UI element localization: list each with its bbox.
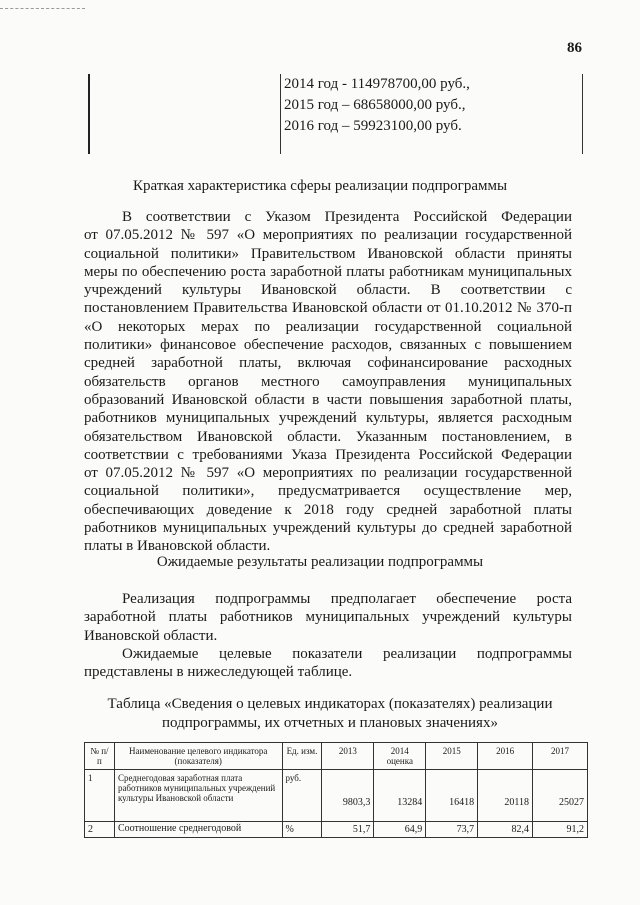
paragraph-line: обеспечивающих доведение к 2018 году средней заработной платы bbox=[84, 501, 572, 518]
row-name: Среднегодовая заработная плата работников муниципальных учреждений культуры Ивановской области bbox=[114, 770, 282, 822]
header-2013: 2013 bbox=[322, 743, 374, 770]
paragraph-line: обязательством Ивановской области. Указанным постановлением, в bbox=[84, 428, 572, 445]
paragraph-line: В соответствии с Указом Президента Российской Федерации bbox=[122, 209, 572, 225]
table-header-row bbox=[85, 743, 588, 770]
row-value-2015: 16418 bbox=[426, 770, 478, 822]
header-2014: 2014 оценка bbox=[374, 743, 426, 770]
paragraph-line: меры по обеспечению роста заработной платы работникам муниципальных bbox=[84, 263, 572, 280]
header-unit: Ед. изм. bbox=[282, 743, 322, 770]
scan-artifact-line bbox=[0, 8, 85, 10]
paragraph-line: социальной политики», предусматривается осуществление мер, bbox=[84, 483, 572, 500]
funding-table-fragment bbox=[88, 74, 583, 154]
paragraph-line: платы в Ивановской области. bbox=[84, 538, 271, 555]
page-number: 86 bbox=[567, 40, 582, 56]
row-unit: % bbox=[282, 822, 322, 838]
row-unit: руб. bbox=[282, 770, 322, 822]
funding-line: 2015 год – 68658000,00 руб., bbox=[284, 97, 466, 113]
funding-line: 2016 год – 59923100,00 руб. bbox=[284, 118, 462, 134]
paragraph-line: Реализация подпрограммы предполагает обеспечение роста bbox=[122, 591, 572, 607]
header-name: Наименование целевого индикатора (показателя) bbox=[114, 743, 282, 770]
row-value-2013: 9803,3 bbox=[322, 770, 374, 822]
table-row bbox=[85, 770, 588, 822]
row-value-2015: 73,7 bbox=[426, 822, 478, 838]
table-divider bbox=[280, 74, 281, 154]
paragraph-line: политики» финансовое обеспечение расходов, связанных с повышением bbox=[84, 337, 572, 354]
funding-amounts bbox=[284, 74, 470, 137]
paragraph-line: «О некоторых мерах по реализации государственной социальной bbox=[84, 318, 572, 335]
row-name: Соотношение среднегодовой bbox=[114, 822, 282, 838]
row-value-2017: 25027 bbox=[533, 770, 588, 822]
funding-line: 2014 год - 114978700,00 руб., bbox=[284, 76, 470, 92]
row-value-2017: 91,2 bbox=[533, 822, 588, 838]
paragraph-line: от 07.05.2012 № 597 «О мероприятиях по реализации государственной bbox=[84, 465, 572, 482]
paragraph-line: учреждений культуры Ивановской области. В соответствии с bbox=[84, 282, 572, 299]
row-value-2014: 13284 bbox=[374, 770, 426, 822]
section-title-results: Ожидаемые результаты реализации подпрограммы bbox=[156, 554, 484, 570]
row-num: 2 bbox=[85, 822, 115, 838]
paragraph-line: Ивановской области. bbox=[84, 627, 218, 644]
paragraph-line: соответствии с требованиями Указа Президента Российской Федерации bbox=[84, 446, 572, 463]
section-title-characteristics: Краткая характеристика сферы реализации подпрограммы bbox=[132, 178, 508, 194]
header-num: № п/п bbox=[85, 743, 115, 770]
row-value-2016: 20118 bbox=[478, 770, 533, 822]
paragraph-line: постановлением Правительства Ивановской области от 01.10.2012 № 370-п bbox=[84, 300, 572, 317]
paragraph-line: социальной политики» Правительством Ивановской области приняты bbox=[84, 245, 572, 262]
paragraph-line: от 07.05.2012 № 597 «О мероприятиях по реализации государственной bbox=[84, 227, 572, 244]
paragraph-line: работников муниципальных учреждений культуры, является расходным bbox=[84, 410, 572, 427]
paragraph-line: Ожидаемые целевые показатели реализации подпрограммы bbox=[122, 646, 572, 662]
table-title: Таблица «Сведения о целевых индикаторах (показателях) реализации подпрограммы, их отчетных и плановых значениях» bbox=[107, 696, 553, 731]
row-value-2013: 51,7 bbox=[322, 822, 374, 838]
indicators-table bbox=[84, 742, 588, 838]
paragraph-line: представлены в нижеследующей таблице. bbox=[84, 664, 353, 681]
header-2016: 2016 bbox=[478, 743, 533, 770]
paragraph-line: обязательств органов местного самоуправления муниципальных bbox=[84, 373, 572, 390]
results-paragraph bbox=[84, 590, 572, 645]
row-value-2016: 82,4 bbox=[478, 822, 533, 838]
table-row bbox=[85, 822, 588, 838]
indicators-intro-paragraph bbox=[84, 645, 572, 682]
header-2017: 2017 bbox=[533, 743, 588, 770]
paragraph-line: средней заработной платы, включая софинансирование расходных bbox=[84, 355, 572, 372]
paragraph-line: работников муниципальных учреждений культуры до средней заработной bbox=[84, 520, 572, 537]
paragraph-line: образований Ивановской области в части повышения заработной платы, bbox=[84, 391, 572, 408]
row-num: 1 bbox=[85, 770, 115, 822]
row-value-2014: 64,9 bbox=[374, 822, 426, 838]
header-2015: 2015 bbox=[426, 743, 478, 770]
paragraph-line: заработной платы работников муниципальных учреждений культуры bbox=[84, 609, 572, 626]
characteristics-paragraph bbox=[84, 208, 572, 556]
